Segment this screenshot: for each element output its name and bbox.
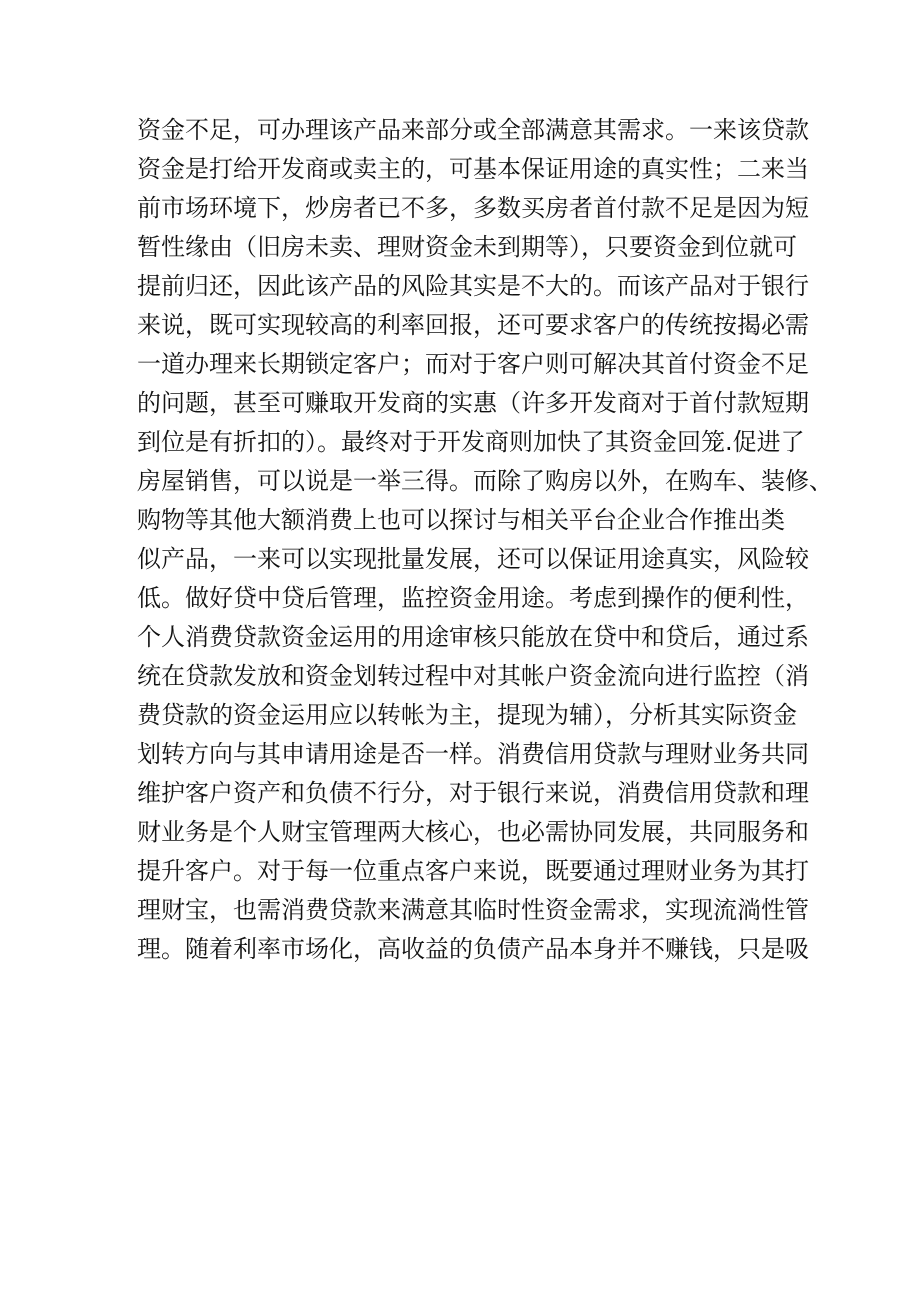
text-line: 到位是有折扣的）。最终对于开发商则加快了其资金回笼.促进了: [137, 428, 805, 456]
body-text: [137, 111, 833, 969]
text-line: 提前归还，因此该产品的风险其实是不大的。而该产品对于银行: [137, 272, 809, 300]
text-line: 资金是打给开发商或卖主的，可基本保证用途的真实性；二来当: [137, 155, 809, 183]
text-line: 一道办理来长期锁定客户；而对于客户则可解决其首付资金不足: [137, 350, 809, 378]
text-line: 理。随着利率市场化，高收益的负债产品本身并不赚钱，只是吸: [137, 935, 809, 963]
text-line: 来说，既可实现较高的利率回报，还可要求客户的传统按揭必需: [137, 311, 809, 339]
text-line: 前市场环境下，炒房者已不多，多数买房者首付款不足是因为短: [137, 194, 809, 222]
text-line: 理财宝，也需消费贷款来满意其临时性资金需求，实现流淌性管: [137, 896, 809, 924]
text-line: 的问题，甚至可赚取开发商的实惠（许多开发商对于首付款短期: [137, 389, 809, 417]
text-line: 似产品，一来可以实现批量发展，还可以保证用途真实，风险较: [137, 545, 809, 573]
text-line: 维护客户资产和负债不行分，对于银行来说，消费信用贷款和理: [137, 779, 809, 807]
text-line: 财业务是个人财宝管理两大核心，也必需协同发展，共同服务和: [137, 818, 809, 846]
text-line: 统在贷款发放和资金划转过程中对其帐户资金流向进行监控（消: [137, 662, 809, 690]
text-line: 提升客户。对于每一位重点客户来说，既要通过理财业务为其打: [137, 857, 809, 885]
text-line: 资金不足，可办理该产品来部分或全部满意其需求。一来该贷款: [137, 116, 809, 144]
text-line: 购物等其他大额消费上也可以探讨与相关平台企业合作推出类: [137, 506, 785, 534]
text-line: 低。做好贷中贷后管理，监控资金用途。考虑到操作的便利性，: [137, 584, 809, 612]
text-line: 房屋销售，可以说是一举三得。而除了购房以外，在购车、装修、: [137, 467, 833, 495]
text-line: 暂性缘由（旧房未卖、理财资金未到期等），只要资金到位就可: [137, 233, 797, 261]
text-line: 个人消费贷款资金运用的用途审核只能放在贷中和贷后，通过系: [137, 623, 809, 651]
text-line: 划转方向与其申请用途是否一样。消费信用贷款与理财业务共同: [137, 740, 809, 768]
text-line: 费贷款的资金运用应以转帐为主，提现为辅），分析其实际资金: [137, 701, 797, 729]
